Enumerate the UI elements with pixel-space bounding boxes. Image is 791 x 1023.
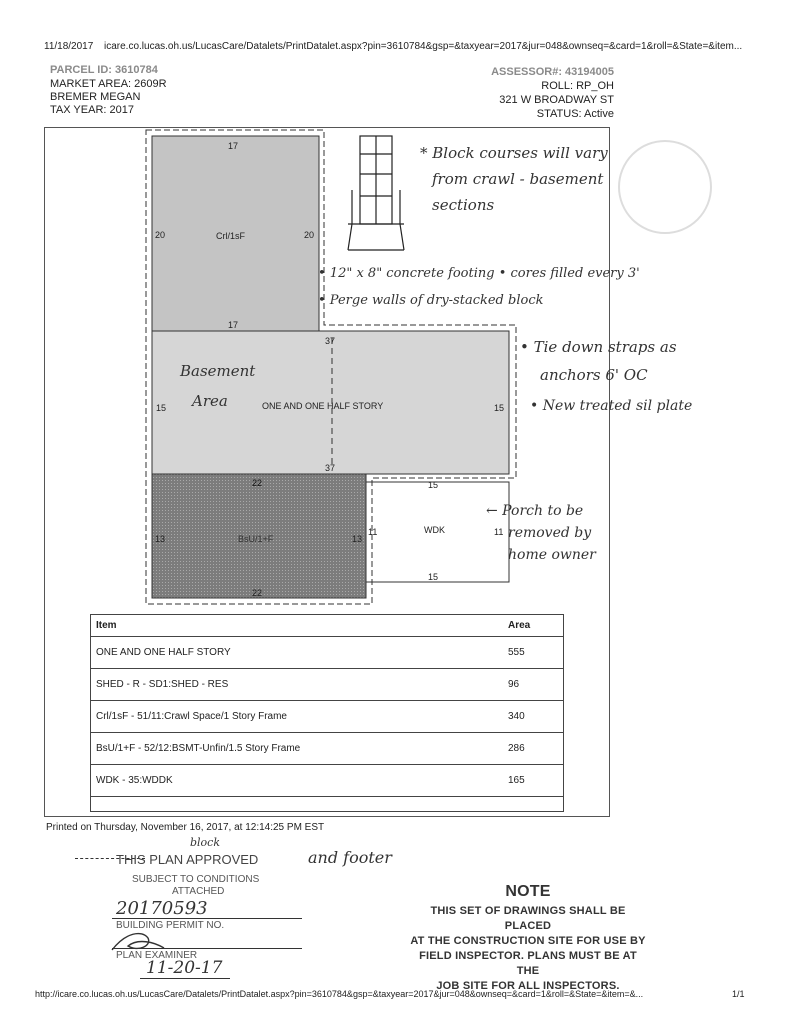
crawl-dim-bottom: 17 bbox=[228, 320, 239, 330]
block-course-note: * Block courses will vary from crawl - basement sections bbox=[420, 144, 608, 214]
area-table bbox=[90, 614, 564, 797]
table-row bbox=[90, 637, 564, 669]
wdk-dim-right: 11 bbox=[494, 527, 504, 537]
block-handwritten: block bbox=[190, 836, 221, 849]
table-row bbox=[90, 701, 564, 733]
roll: ROLL: RP_OH bbox=[541, 80, 614, 92]
wdk-dim-bottom: 15 bbox=[428, 572, 439, 582]
footing-note: • 12" x 8" concrete footing • cores filled every 3' bbox=[318, 266, 640, 281]
main-dim-left: 15 bbox=[156, 403, 167, 413]
permit-number: 20170593 bbox=[116, 898, 208, 919]
main-label: ONE AND ONE HALF STORY bbox=[262, 401, 384, 411]
row-area: 165 bbox=[502, 765, 564, 797]
bsu-dim-top: 22 bbox=[252, 478, 263, 488]
examiner-line bbox=[112, 948, 302, 949]
row-item: SHED - R - SD1:SHED - RES bbox=[90, 669, 502, 701]
footer-url: http://icare.co.lucas.oh.us/LucasCare/Datalets/PrintDatalet.aspx?pin=3610784&gsp=&taxyear=2017&jur=048&ownseq=&card=1&roll=&State=&item=&... bbox=[35, 989, 644, 999]
approval-date: 11-20-17 bbox=[146, 958, 223, 978]
col-item: Item bbox=[90, 614, 502, 637]
stamp-conditions: SUBJECT TO CONDITIONS bbox=[132, 874, 260, 885]
print-date: 11/18/2017 bbox=[44, 41, 94, 52]
wdk-label: WDK bbox=[424, 525, 445, 535]
date-line bbox=[140, 978, 230, 979]
wdk-dim-left: 11 bbox=[368, 527, 378, 537]
row-area: 555 bbox=[502, 637, 564, 669]
crawl-label: Crl/1sF bbox=[216, 231, 245, 241]
table-header bbox=[90, 614, 564, 637]
bsu-dim-bottom: 22 bbox=[252, 588, 263, 598]
parcel-id: PARCEL ID: 3610784 bbox=[50, 64, 158, 76]
address: 321 W BROADWAY ST bbox=[499, 94, 614, 106]
tie-down-note: • Tie down straps as anchors 6' OC bbox=[520, 338, 677, 384]
sill-plate-note: • New treated sil plate bbox=[530, 398, 693, 414]
bsu-dim-right: 13 bbox=[352, 534, 363, 544]
main-dim-right: 15 bbox=[494, 403, 505, 413]
note-body: THIS SET OF DRAWINGS SHALL BE PLACED AT THE CONSTRUCTION SITE FOR USE BY FIELD INSPECTOR. PLANS MUST BE AT THE JOB SITE FOR ALL INSPECTORS. bbox=[410, 905, 646, 992]
owner-name: BREMER MEGAN bbox=[50, 91, 141, 103]
row-item: BsU/1+F - 52/12:BSMT-Unfin/1.5 Story Frame bbox=[90, 733, 502, 765]
row-area: 286 bbox=[502, 733, 564, 765]
table-row bbox=[90, 733, 564, 765]
row-area: 96 bbox=[502, 669, 564, 701]
note-title: NOTE bbox=[505, 883, 551, 900]
stamp-approved: THIS PLAN APPROVED bbox=[116, 852, 259, 867]
bsu-label: BsU/1+F bbox=[238, 534, 274, 544]
col-area: Area bbox=[502, 614, 564, 637]
market-area: MARKET AREA: 2609R bbox=[50, 78, 167, 90]
crawl-dim-top: 17 bbox=[228, 141, 239, 151]
wdk-dim-top: 15 bbox=[428, 480, 439, 490]
bsu-dim-left: 13 bbox=[155, 534, 166, 544]
crawl-dim-left: 20 bbox=[155, 230, 166, 240]
row-item: ONE AND ONE HALF STORY bbox=[90, 637, 502, 669]
permit-line bbox=[112, 918, 302, 919]
walls-note: • Perge walls of dry-stacked block bbox=[318, 293, 544, 308]
row-area: 340 bbox=[502, 701, 564, 733]
table-row bbox=[90, 669, 564, 701]
assessor-number: ASSESSOR#: 43194005 bbox=[491, 66, 614, 78]
printed-timestamp: Printed on Thursday, November 16, 2017, at 12:14:25 PM EST bbox=[46, 822, 325, 833]
main-dim-bottom: 37 bbox=[325, 463, 336, 473]
examiner-label: PLAN EXAMINER bbox=[116, 950, 198, 961]
crawl-dim-right: 20 bbox=[304, 230, 315, 240]
block-course-sketch bbox=[348, 136, 404, 250]
stamp-attached: ATTACHED bbox=[172, 886, 225, 897]
and-footer-note: and footer bbox=[308, 848, 392, 867]
row-item: WDK - 35:WDDK bbox=[90, 765, 502, 797]
basement-area-note: Basement Area bbox=[180, 362, 256, 410]
permit-label: BUILDING PERMIT NO. bbox=[116, 920, 225, 931]
tax-year: TAX YEAR: 2017 bbox=[50, 104, 134, 116]
row-item: Crl/1sF - 51/11:Crawl Space/1 Story Frame bbox=[90, 701, 502, 733]
status: STATUS: Active bbox=[536, 108, 614, 120]
print-url: icare.co.lucas.oh.us/LucasCare/Datalets/PrintDatalet.aspx?pin=3610784&gsp=&taxyear=2017&jur=048&ownseq=&card=1&roll=&State=&item... bbox=[104, 41, 743, 52]
porch-note: ← Porch to be removed by home owner bbox=[486, 503, 596, 563]
table-row bbox=[90, 765, 564, 797]
page-number: 1/1 bbox=[732, 989, 745, 999]
main-dim-top: 37 bbox=[325, 336, 336, 346]
